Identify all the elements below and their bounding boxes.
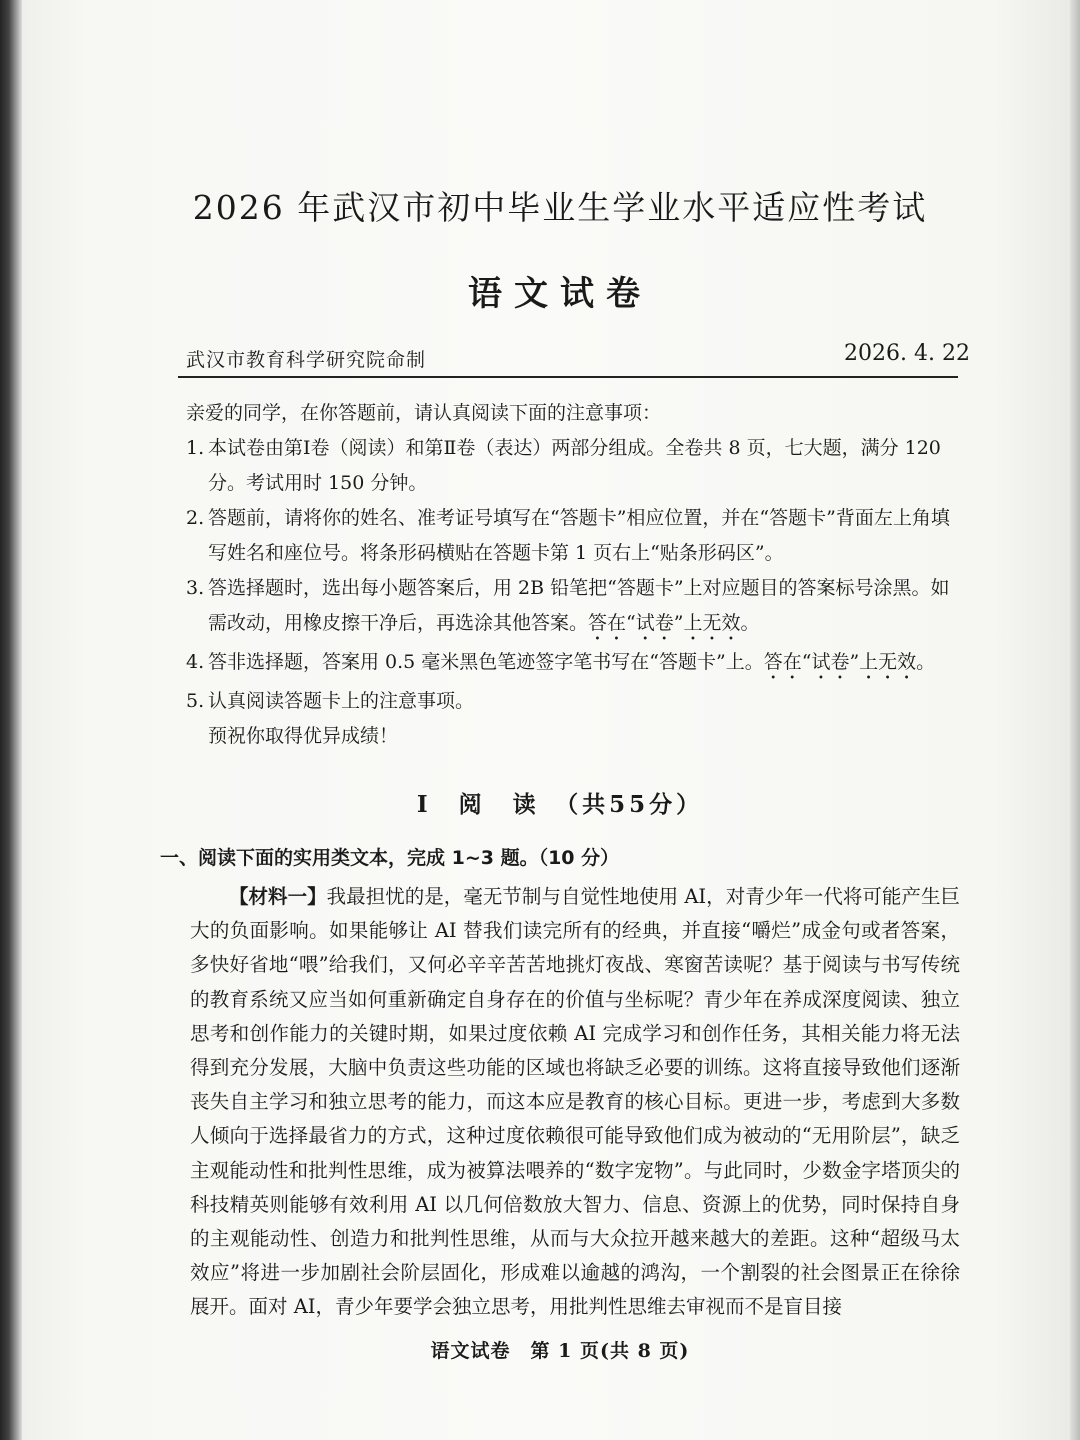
exam-title: 2026 年武汉市初中毕业生学业水平适应性考试 <box>192 188 928 227</box>
reading-passage <box>190 880 960 1325</box>
exam-subtitle: 语文试卷 <box>468 274 652 314</box>
notice-item-3 <box>186 571 966 645</box>
notice-item-number: 2. <box>186 507 205 529</box>
notice-item-number: 1. <box>186 437 205 459</box>
notice-item-4 <box>186 645 966 684</box>
question-heading: 一、阅读下面的实用类文本，完成 1~3 题。（10 分） <box>160 847 620 869</box>
notice-item-number: 3. <box>186 577 205 599</box>
notice-closing: 预祝你取得优异成绩！ <box>208 725 399 747</box>
notice-item-number: 4. <box>186 651 205 673</box>
notice-item-number: 5. <box>186 690 205 712</box>
page-footer: 语文试卷 第 1 页(共 8 页) <box>430 1340 690 1362</box>
notice-item-text: 答选择题时，选出每小题答案后，用 2B 铅笔把“答题卡”上对应题目的答案标号涂黑。如需改动，用橡皮擦干净后，再选涂其他答案。 <box>208 577 950 634</box>
scan-edge-right <box>1070 0 1080 1440</box>
notice-intro: 亲爱的同学，在你答题前，请认真阅读下面的注意事项： <box>186 402 662 424</box>
notice-item-text: 答题前，请将你的姓名、准考证号填写在“答题卡”相应位置，并在“答题卡”背面左上角填写姓名和座位号。将条形码横贴在答题卡第 1 页右上“贴条形码区”。 <box>208 507 950 564</box>
notice-item-text: 答非选择题，答案用 0.5 毫米黑色笔迹签字笔书写在“答题卡”上。 <box>208 651 764 673</box>
notice-block <box>186 396 966 754</box>
header-divider <box>178 376 958 378</box>
notice-item-emphasis: 答在“试卷”上无效。 <box>763 651 936 673</box>
notice-item-text: 本试卷由第Ⅰ卷（阅读）和第Ⅱ卷（表达）两部分组成。全卷共 8 页，七大题，满分 120 分。考试用时 150 分钟。 <box>208 437 941 494</box>
notice-item-1 <box>186 431 966 501</box>
notice-item-5 <box>186 684 966 719</box>
notice-item-2 <box>186 501 966 571</box>
section-title: Ⅰ 阅 读 （共55分） <box>416 791 704 818</box>
exam-issuer: 武汉市教育科学研究院命制 <box>186 349 427 371</box>
notice-item-text: 认真阅读答题卡上的注意事项。 <box>208 690 475 712</box>
material-label: 【材料一】 <box>229 885 327 908</box>
notice-item-emphasis: 答在“试卷”上无效。 <box>588 612 760 634</box>
material-paragraph <box>190 880 960 1325</box>
material-text: 我最担忧的是，毫无节制与自觉性地使用 AI，对青少年一代将可能产生巨大的负面影响。如果能够让 AI 替我们读完所有的经典，并直接“嚼烂”成金句或者答案，多快好省地“喂”给我们，又何必辛辛苦苦地挑灯夜战、寒窗苦读呢？基于阅读与书写传统的教育系统又应当如何重新确定自身存在的价值与坐标呢？青少年在养成深度阅读、独立思考和创作能力的关键时期，如果过度依赖 AI 完成学习和创作任务，其相关能力将无法得到充分发展，大脑中负责这些功能的区域也将缺乏必要的训练。这将直接导致他们逐渐丧失自主学习和独立思考的能力，而这本应是教育的核心目标。更进一步，考虑到大多数人倾向于选择最省力的方式，这种过度依赖很可能导致他们成为被动的“无用阶层”，缺乏主观能动性和批判性思维，成为被算法喂养的“数字宠物”。与此同时，少数金字塔顶尖的科技精英则能够有效利用 AI 以几何倍数放大智力、信息、资源上的优势，同时保持自身的主观能动性、创造力和批判性思维，从而与大众拉开越来越大的差距。这种“超级马太效应”将进一步加剧社会阶层固化，形成难以逾越的鸿沟，一个割裂的社会图景正在徐徐展开。面对 AI，青少年要学会独立思考，用批判性思维去审视而不是盲目接 <box>190 885 960 1319</box>
scan-edge-left <box>0 0 22 1440</box>
exam-date: 2026. 4. 22 <box>844 341 970 366</box>
